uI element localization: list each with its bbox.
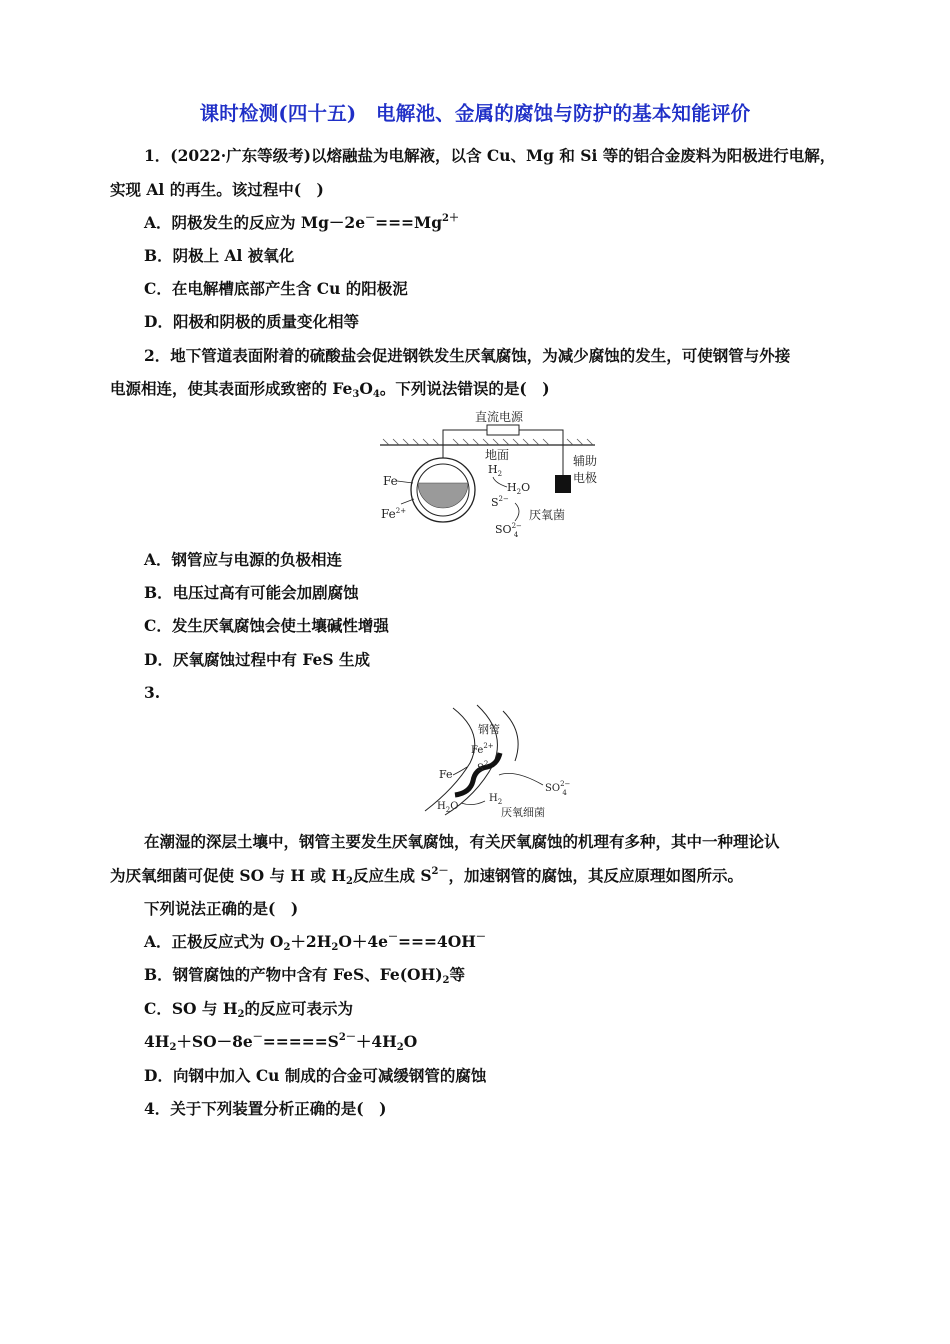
q3-figure-anaerobic-corrosion <box>415 703 580 823</box>
so4-label: $SO^{2-}$ 4 <box>495 522 522 539</box>
q2-option-a: A．钢管应与电源的负极相连 <box>144 550 343 569</box>
q3-number: 3. <box>144 683 161 702</box>
pipe-wall-right <box>503 711 518 761</box>
power-supply-label: 直流电源 <box>475 410 524 424</box>
so4-label: $SO^{2-}$ 4 <box>545 780 571 797</box>
fe-label: Fe <box>439 768 453 781</box>
q2-stem-line2: 电源相连，使其表面形成致密的 $Fe_3O_4$。下列说法错误的是( ) <box>110 379 550 400</box>
q3-option-c: C．SO 与 $H_2$的反应可表示为 <box>144 999 353 1020</box>
q1-option-c: C．在电解槽底部产生含 Cu 的阳极泥 <box>144 279 408 298</box>
ground-label: 地面 <box>485 448 510 462</box>
ground-hatch <box>383 439 593 445</box>
auxiliary-electrode <box>555 475 571 493</box>
q4-stem: 4．关于下列装置分析正确的是( ) <box>144 1099 387 1118</box>
q3-paragraph-line2: 为厌氧细菌可促使 SO 与 H 或 $H_2$反应生成 $S^{2-}$，加速钢管的腐蚀，其反应原理如图所示。 <box>110 866 744 887</box>
pipe-wall-left <box>425 708 475 811</box>
q1-option-d: D．阳极和阴极的质量变化相等 <box>144 312 359 331</box>
fe-label: Fe <box>383 474 398 488</box>
q3-ask: 下列说法正确的是( ) <box>144 899 299 918</box>
q1-option-a: A．阴极发生的反应为 $Mg-2e^-===Mg^{2+}$ <box>144 213 460 232</box>
q2-option-b: B．电压过高有可能会加剧腐蚀 <box>144 583 359 602</box>
wire-to-pipe <box>443 430 487 458</box>
h2-label: $H_2$ <box>488 463 503 478</box>
h2o-label: $H_2O$ <box>437 801 459 814</box>
q3-equation: $4H_2+SO-8e^-=====S^{2-}+4H_2O$ <box>144 1032 418 1053</box>
q1-stem-line1: 1．(2022·广东等级考)以熔融盐为电解液，以含 Cu、Mg 和 Si 等的铝合金废料为阳极进行电解， <box>144 146 836 165</box>
s2-label: $S^{2-}$ <box>491 495 509 509</box>
q3-option-d: D．向钢中加入 Cu 制成的合金可减缓钢管的腐蚀 <box>144 1066 487 1085</box>
q1-stem-line2: 实现 Al 的再生。该过程中( ) <box>110 180 324 199</box>
wire-to-aux <box>519 430 563 475</box>
q2-option-d: D．厌氧腐蚀过程中有 FeS 生成 <box>144 650 370 669</box>
q3-option-b: B．钢管腐蚀的产物中含有 FeS、$Fe(OH)_2$等 <box>144 965 466 986</box>
anaerobic-bacteria-label: 厌氧菌 <box>529 508 566 522</box>
q3-paragraph-line1: 在潮湿的深层土壤中，钢管主要发生厌氧腐蚀，有关厌氧腐蚀的机理有多种，其中一种理论认 <box>144 832 780 851</box>
q2-option-c: C．发生厌氧腐蚀会使土壤碱性增强 <box>144 616 389 635</box>
fe2-label: $Fe^{2+}$ <box>471 742 494 756</box>
q2-stem-line1: 2．地下管道表面附着的硫酸盐会促进钢铁发生厌氧腐蚀，为减少腐蚀的发生，可使钢管与外接 <box>144 346 791 365</box>
power-supply-box <box>487 425 519 435</box>
aux-label-1: 辅助 <box>573 454 598 468</box>
h2o-label: $H_2O$ <box>507 481 531 496</box>
h2-label: $H_2$ <box>489 793 503 806</box>
q1-option-b: B．阴极上 Al 被氧化 <box>144 246 295 265</box>
s2-label: $S^{2-}$ <box>477 760 495 774</box>
q3-option-a: A．正极反应式为 $O_2+2H_2O+4e^-===4OH^-$ <box>144 932 486 953</box>
q2-figure-cathodic-protection <box>375 403 605 543</box>
anaerobic-bacteria-label: 厌氧细菌 <box>501 806 545 819</box>
fe2-label: $Fe^{2+}$ <box>381 507 407 521</box>
pipe-label: 钢管 <box>478 723 500 736</box>
page-title: 课时检测(四十五) 电解池、金属的腐蚀与防护的基本知能评价 <box>199 102 751 125</box>
aux-label-2: 电极 <box>573 471 598 485</box>
